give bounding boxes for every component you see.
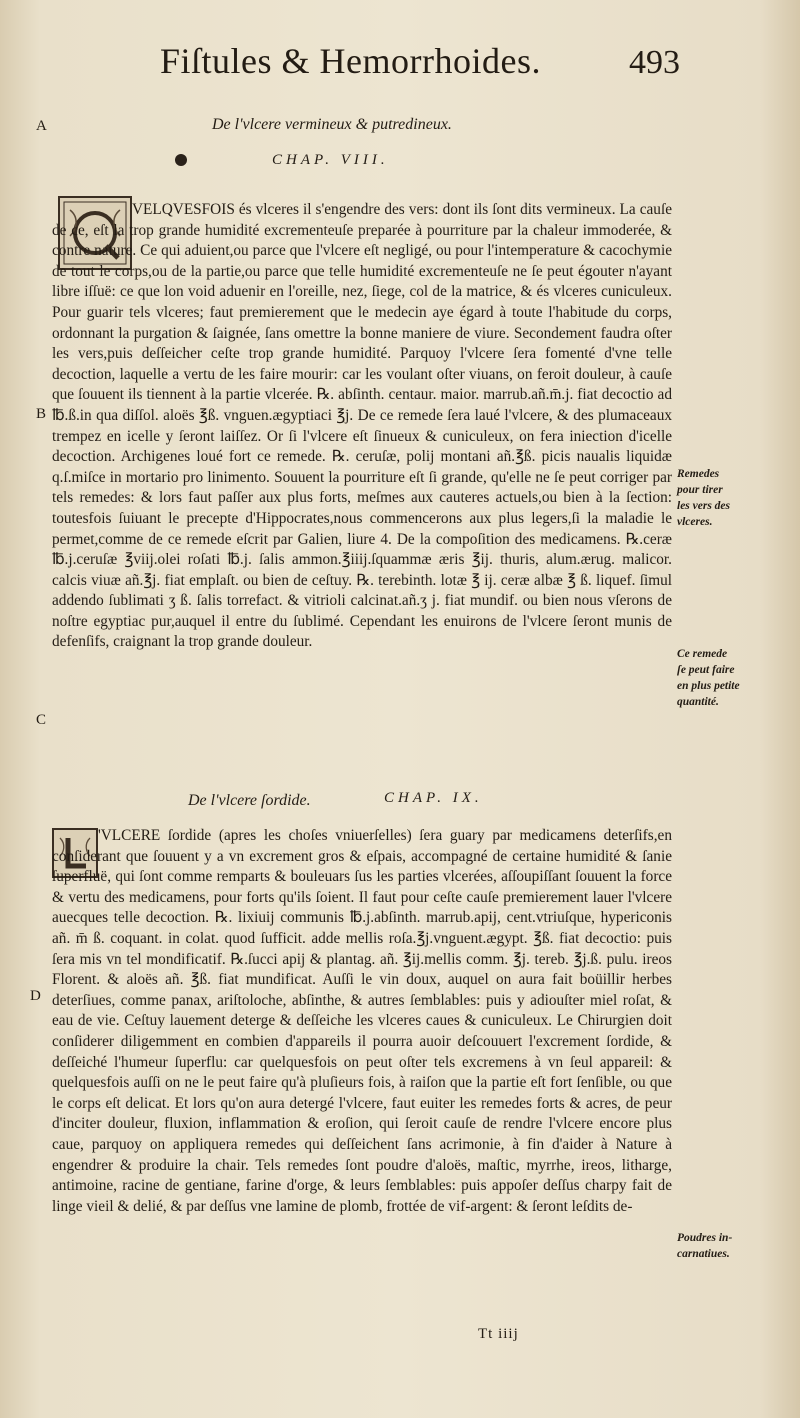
margin-letter-c: C bbox=[36, 712, 47, 728]
margin-letter-d: D bbox=[30, 988, 41, 1004]
margin-note-quantite: Ce remede ſe peut faire en plus petite quantité. bbox=[677, 648, 740, 708]
ink-dot bbox=[175, 154, 187, 166]
chapter-viii-text: VELQVESFOIS és vlceres il s'engendre des vers: dont ils ſont dits vermineux. La cauſe de ce, eſt la trop grande humidité excrementeuſe preparée à pourriture par la chaleur immoderée, & contre nature. Ce qui aduient,ou parce que l'vlcere eſt negligé, ou pour l'intemperature & cacochymie de tout le corps,ou de la partie,ou parce que telle humidité excrementeuſe ne ſe peut égouter n'ayant libre iſſuë: ce que lon void aduenir en l'oreille, nez, ſiege, col de la matrice, & és vlceres cuniculeux. Pour guarir tels vlceres; faut premierement que le medecin aye égard à toute l'habitude du corps, ordonnant la purgation & ſaignée, ſans omettre la bonne maniere de viure. Secondement faudra oſter les vers,puis deſſeicher ceſte trop grande humidité. Parquoy l'vlcere ſera fomenté d'vne telle decoction, laquelle a vertu de les faire mourir: car les voulant oſter viuans, on feroit douleur, à cauſe que ſouuent ils tiennent à la partie vlcerée. ℞. abſinth. centaur. maior. marrub.añ.m̄.j. fiat decoctio ad ℔.ß.in qua diſſol. aloës ℥ß. vnguen.ægyptiaci ℥j. De ce remede ſera laué l'vlcere, & des plumaceaux trempez en icelle y ſeront laiſſez. Or ſi l'vlcere eſt ſinueux & cuniculeux, on fera iniection d'icelle decoction. Archigenes loué fort ce remede. ℞. ceruſæ, polij montani añ.℥ß. picis naualis liquidæ q.ſ.miſce in mortario pro linimento. Souuent la pourriture eſt ſi grande, qu'elle ne ſe peut corriger par tels remedes: & lors faut paſſer aux plus forts, meſmes aux cauteres actuels,ou bien à la ſection: toutesfois ſuiuant le precepte d'Hippocrates,nous commencerons aux plus legers,ſi la maladie le permet,comme de ce remede eſcrit par Galien, liure 4. De la compoſition des medicamens. ℞.ceræ ℔.j.ceruſæ ℥viij.olei roſati ℔.j. ſalis ammon.℥iiij.ſquammæ æris ℥ij. thuris, alum.ærug. malicor. calcis viuæ añ.℥j. fiat emplaſt. ou bien de ceſtuy. ℞. terebinth. lotæ ℥ ij. ceræ albæ ℥ ß. liquef. ſimul addendo ſublimati ʒ ß. ſalis torrefact. & vitrioli calcinat.añ.ʒ j. fiat mundif. ou bien nous vſerons de noſtre egyptiac pur,auquel il entre du ſublimé. Cependant les enuirons de l'vlcere ſeront munis de defenſifs, craignant la trop grande douleur. bbox=[52, 201, 672, 651]
margin-note-remedes: Remedes pour tirer les vers des vlceres. bbox=[677, 468, 731, 528]
chapter-ix-text: 'VLCERE ſordide (apres les choſes vniuerſelles) ſera guary par medicamens deterſifs,en conſiderant que ſouuent y a vn excrement gros & eſpais, accompagné de certaine humidité & ſanie ſuperfluë, qui ſont comme remparts & bouleuars ſus les parties vlcerées, aſſoupiſſant ſouuent la force & vertu des medicamens, pour forts qu'ils ſoient. Il faut pour ceſte cauſe premierement lauer l'vlcere auecques telle decoction. ℞. lixiuij communis ℔.j.abſinth. marrub.apij, cent.vtriuſque, hypericonis añ. m̄ ß. coquant. in colat. quod ſufficit. adde mellis roſa.℥j.vnguent.ægypt. ℥ß. fiat decoctio: puis ſera mis vn tel mondificatif. ℞.ſucci apij & plantag. añ. ℥ij.mellis comm. ℥j. tereb. ℥j.ß. pulu. ireos Florent. & aloës añ. ℥ß. fiat mundificat. Auſſi le vin doux, auquel on aura fait boüillir herbes deterſiues, comme panax, ariſtoloche, abſinthe, & autres ſemblables: puis y adiouſter miel roſat, & eau de vie. Ceſtuy lauement deterge & deſſeiche les vlceres caues & cuniculeux. Le Chirurgien doit conſiderer diligemment en combien d'appareils il pourra auoir deſcouuert l'excrement ſordide, & deſſeiché l'humeur ſuperflu: car quelquesfois on peut oſter tels excremens à vn ſeul appareil: & quelquesfois auſſi on ne le peut faire qu'à pluſieurs fois, à raiſon que la partie eſt fort ſenſible, ou que le corps eſt delicat. Et lors qu'on aura detergé l'vlcere, faut euiter les remedes forts & acres, de peur d'inciter douleur, fluxion, inflammation & eroſion, qui ſeroit cauſe de rendre l'vlcere encore plus caue, parquoy on appliquera remedes qui deſſeichent ſans acrimonie, à fin d'aider à Nature à engendrer & produire la chair. Tels remedes ſont poudre d'aloës, maſtic, myrrhe, ireos, litharge, antimoine, racine de gentiane, farine d'orge, & leurs ſemblables: puis appoſer deſſus charpy fait de linge vieil & delié, & par deſſus vne lamine de plomb, frottée de vif-argent: & ſeront leſdits de- bbox=[52, 827, 672, 1215]
margin-letter-b: B bbox=[36, 406, 47, 422]
page-number: 493 bbox=[629, 44, 680, 81]
page-header bbox=[160, 40, 680, 90]
margin-note-poudres: Poudres in- carnatiues. bbox=[677, 1232, 733, 1260]
section-title-sordide: De l'vlcere ſordide. bbox=[188, 792, 311, 809]
margin-letter-a: A bbox=[36, 118, 47, 134]
running-title: Fiſtules & Hemorrhoides. bbox=[160, 41, 541, 81]
signature-mark: Tt iiij bbox=[478, 1326, 519, 1342]
chapter-heading-viii: CHAP. VIII. bbox=[272, 152, 389, 168]
section-title-vermineux: De l'vlcere vermineux & putredineux. bbox=[212, 116, 452, 133]
chapter-heading-ix: CHAP. IX. bbox=[384, 790, 483, 806]
